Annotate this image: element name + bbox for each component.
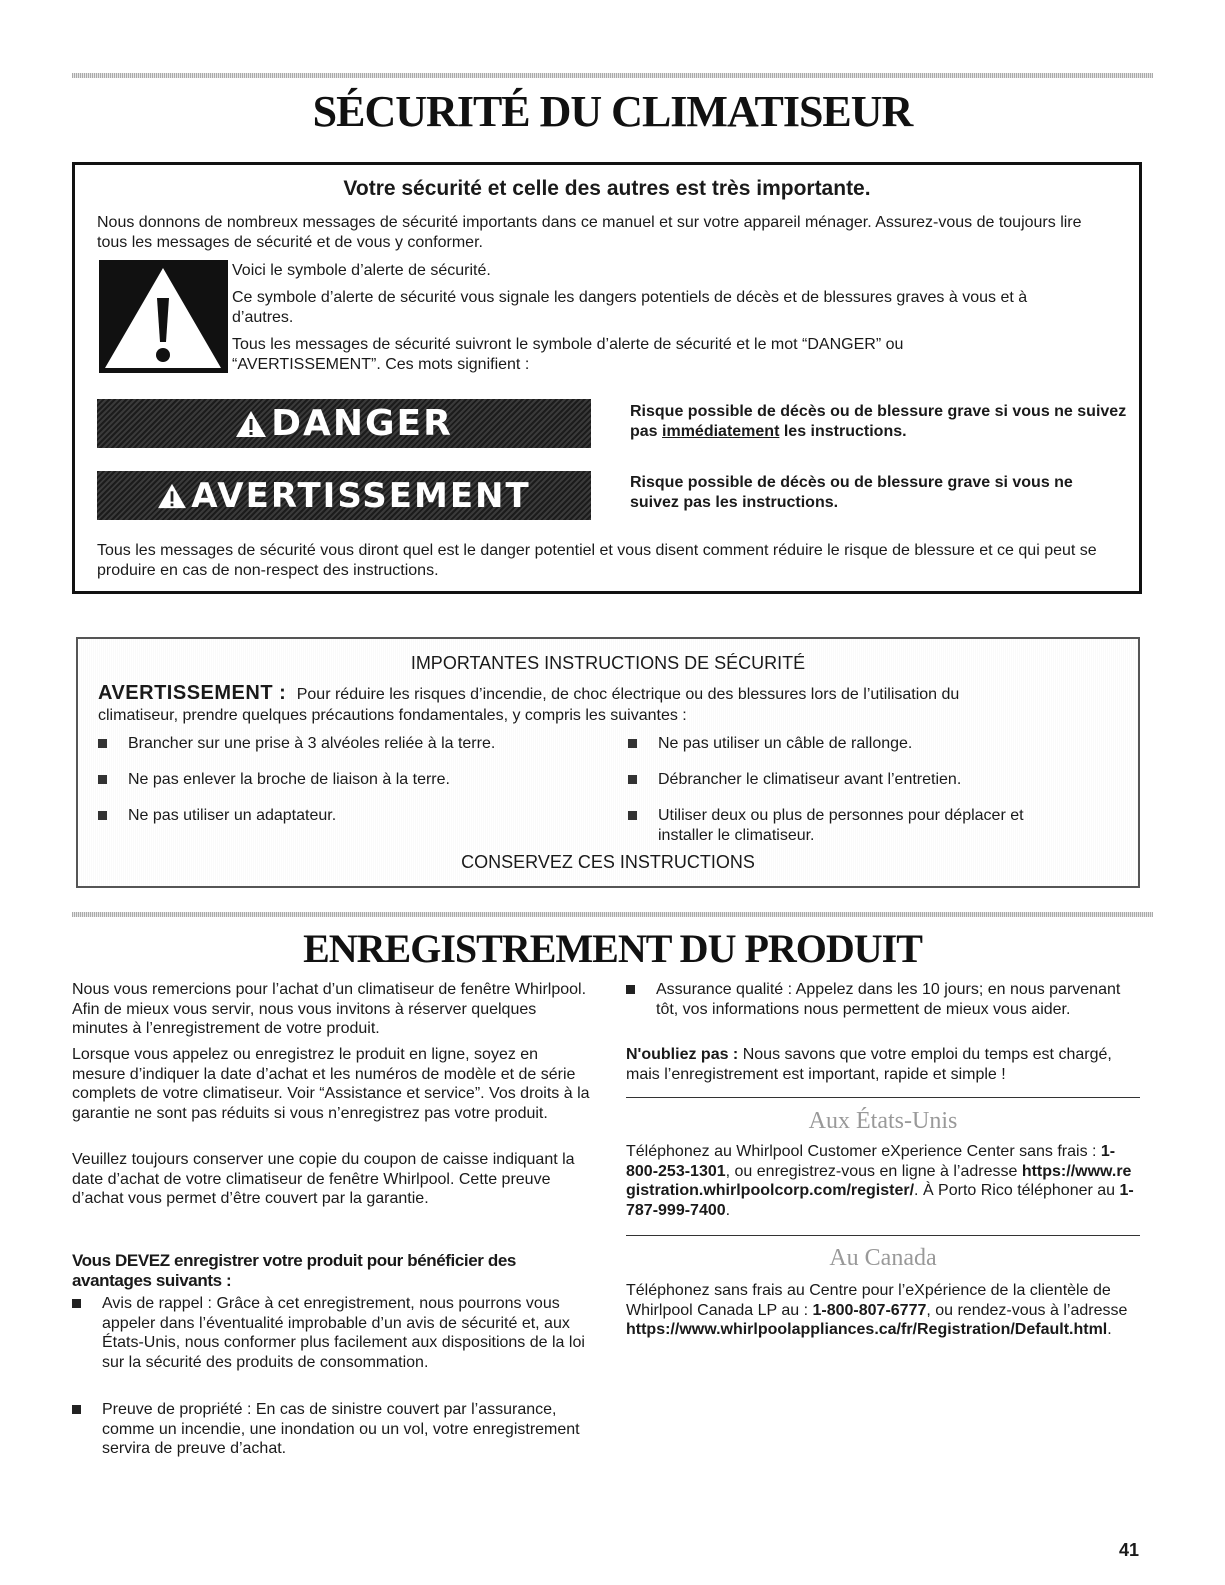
divider [626,1235,1140,1236]
save-instructions: CONSERVEZ CES INSTRUCTIONS [461,852,755,872]
list-item: Avis de rappel : Grâce à cet enregistrement, nous pourrons vous appeler dans l’éventualité improbable d’un avis de sécurité et, aux États-Unis, nous conformer plus facilement aux dispositions de la loi sur la sécurité des produits de consommation. [72,1294,592,1372]
safety-closing: Tous les messages de sécurité vous diront quel est le danger potentiel et vous disent comment réduire le risque de blessure et ce qui peut se produire en cas de non-respect des instructions. [97,542,1097,579]
alert-triangle-icon [99,260,228,373]
bullet-icon [72,1299,81,1308]
ca-text-1: Téléphonez sans frais au Centre pour l’eXpérience de la clientèle de Whirlpool Canada LP au : [626,1282,1111,1319]
warning-text-1: Pour réduire les risques d’incendie, de choc électrique ou des blessures lors de l’utilisation du [296,686,960,703]
danger-desc-2: les instructions. [783,423,907,440]
registration-para-3: Veuillez toujours conserver une copie du coupon de caisse indiquant la date d’achat de votre climatiseur de fenêtre Whirlpool. Cette preuve d’achat vous permet d’être couvert par la garantie. [72,1151,575,1207]
bullet-icon [628,811,637,820]
us-phone: 1-800-253-1301 [626,1143,1116,1180]
instructions-warning [98,683,1118,705]
symbol-line: Voici le symbole d’alerte de sécurité. [232,262,491,279]
list-item: Utiliser deux ou plus de personnes pour déplacer et installer le climatiseur. [628,806,1078,846]
list-item: Ne pas utiliser un adaptateur. [98,806,336,826]
dont-forget-label: N'oubliez pas : [626,1046,739,1063]
bullet-icon [628,739,637,748]
danger-desc-emph: immédiatement [662,423,780,440]
warning-label: AVERTISSEMENT [191,475,531,516]
ca-phone: 1-800-807-6777 [812,1301,927,1319]
warning-word: AVERTISSEMENT : [98,682,287,704]
us-text-3: . À Porto Rico téléphoner au [914,1182,1116,1199]
alert-small-icon [157,483,187,509]
bullet-icon [626,985,635,994]
danger-desc [630,402,1130,442]
symbol-meaning: Ce symbole d’alerte de sécurité vous signale les dangers potentiels de décès et de blessures graves à vous et à d’autres. [232,289,1028,326]
instructions-box [76,637,1140,888]
canada-contact: Téléphonez sans frais au Centre pour l’eXpérience de la clientèle de Whirlpool Canada LP au : 1-800-807-6777, ou rendez-vous à l’adresse https://www.whirlpoolappliances.ca/fr/Registration/Default.html. [626,1282,1128,1338]
alert-small-icon [235,410,267,438]
list-item: Brancher sur une prise à 3 alvéoles reliée à la terre. [98,734,495,754]
list-item: Débrancher le climatiseur avant l’entretien. [628,770,1108,790]
follow-words: Tous les messages de sécurité suivront le symbole d’alerte de sécurité et le mot “DANGER” ou “AVERTISSEMENT”. Ces mots signifient : [232,336,904,373]
us-text-1: Téléphonez au Whirlpool Customer eXperience Center sans frais : [626,1143,1097,1160]
canada-heading: Au Canada [829,1245,937,1271]
warning-text-2: climatiseur, prendre quelques précautions fondamentales, y compris les suivantes : [98,707,687,724]
pr-phone: 1-787-999-7400 [626,1182,1134,1219]
list-item: Ne pas utiliser un câble de rallonge. [628,734,1108,754]
instructions-title: IMPORTANTES INSTRUCTIONS DE SÉCURITÉ [410,653,806,673]
registration-para-1: Nous vous remercions pour l’achat d’un climatiseur de fenêtre Whirlpool. Afin de mieux vous servir, nous vous invitons à réserver quelques minutes à l’enregistrement de votre produit. [72,981,587,1037]
us-text-2: , ou enregistrez-vous en ligne à l’adresse [725,1162,1018,1180]
ca-text-2: , ou rendez-vous à l’adresse [926,1301,1128,1319]
page-title: SÉCURITÉ DU CLIMATISEUR [312,87,913,136]
safety-box [72,162,1142,594]
dont-forget [626,1045,1140,1084]
warning-desc: Risque possible de décès ou de blessure grave si vous ne suivez pas les instructions. [630,474,1073,511]
registration-title: ENREGISTREMENT DU PRODUIT [303,926,922,971]
bullet-icon [98,775,107,784]
ca-url-link[interactable]: https://www.whirlpoolappliances.ca/fr/Registration/Default.html [626,1321,1108,1338]
warning-banner [97,471,591,520]
page-number: 41 [1118,1540,1139,1560]
dont-forget-text: Nous savons que votre emploi du temps est chargé, mais l’enregistrement est important, rapide et simple ! [626,1046,1112,1083]
list-item: Assurance qualité : Appelez dans les 10 jours; en nous parvenant tôt, vos informations nous permettent de mieux vous aider. [626,980,1140,1019]
danger-desc-1: Risque possible de décès ou de blessure grave si vous ne suivez pas [630,403,1127,440]
list-item: Preuve de propriété : En cas de sinistre couvert par l’assurance, comme un incendie, une inondation ou un vol, votre enregistrement servira de preuve d’achat. [72,1400,592,1459]
bullet-icon [72,1405,81,1414]
divider [626,1097,1140,1098]
list-item: Ne pas enlever la broche de liaison à la terre. [98,770,450,790]
danger-label: DANGER [271,403,453,444]
safety-heading: Votre sécurité et celle des autres est très importante. [343,177,871,200]
bullet-icon [98,811,107,820]
must-register-heading: Vous DEVEZ enregistrer votre produit pour bénéficier des avantages suivants : [72,1251,516,1290]
middle-rule [72,912,1153,917]
safety-intro: Nous donnons de nombreux messages de sécurité importants dans ce manuel et sur votre appareil ménager. Assurez-vous de toujours lire tous les messages de sécurité et de vous y conformer. [97,214,1082,251]
us-url-link[interactable]: https://www.registration.whirlpoolcorp.com/register/ [626,1162,1132,1199]
top-rule [72,73,1153,78]
us-heading: Aux États-Unis [808,1108,958,1134]
bullet-icon [628,775,637,784]
danger-banner [97,399,591,448]
bullet-icon [98,739,107,748]
registration-para-2: Lorsque vous appelez ou enregistrez le produit en ligne, soyez en mesure d’indiquer la date d’achat et les numéros de modèle et de série complets de votre climatiseur. Voir “Assistance et service”. Vos droits à la garantie ne sont pas réduits si vous n’enregistrez pas votre produit. [72,1046,590,1122]
us-contact: Téléphonez au Whirlpool Customer eXperience Center sans frais : 1-800-253-1301, ou enregistrez-vous en ligne à l’adresse https://www.registration.whirlpoolcorp.com/register/. À Porto Rico téléphoner au 1-787-999-7400. [626,1143,1134,1219]
